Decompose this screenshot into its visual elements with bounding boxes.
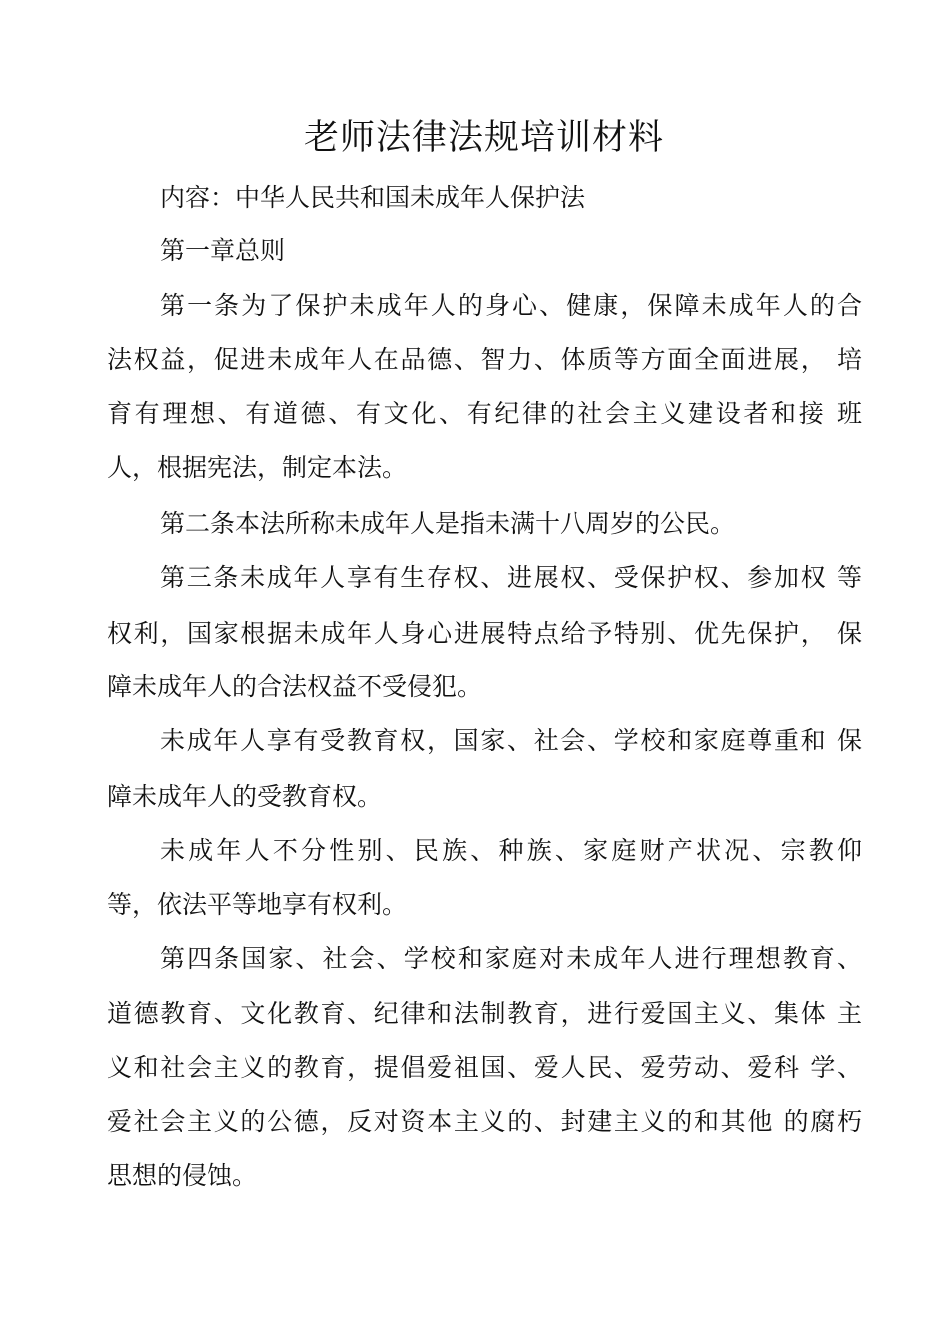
paragraph-equality-line-2: 等，依法平等地享有权利。	[107, 890, 408, 919]
article-1-line-3: 育有理想、有道德、有文化、有纪律的社会主义建设者和接 班	[107, 399, 862, 428]
paragraph-education-line-1: 未成年人享有受教育权，国家、社会、学校和家庭尊重和 保	[160, 726, 862, 755]
document-title: 老师法律法规培训材料	[303, 118, 664, 158]
article-3-line-3: 障未成年人的合法权益不受侵犯。	[107, 672, 483, 701]
chapter-heading: 第一章总则	[160, 236, 286, 265]
article-4-line-2: 道德教育、文化教育、纪律和法制教育，进行爱国主义、集体 主	[107, 999, 862, 1028]
article-4-line-4: 爱社会主义的公德，反对资本主义的、封建主义的和其他 的腐朽	[107, 1107, 862, 1136]
article-3-line-1: 第三条未成年人享有生存权、进展权、受保护权、参加权 等	[160, 563, 862, 592]
paragraph-equality-line-1: 未成年人不分性别、民族、种族、家庭财产状况、宗教仰	[160, 836, 862, 865]
article-4-line-1: 第四条国家、社会、学校和家庭对未成年人进行理想教育、	[160, 944, 862, 973]
article-1-line-4: 人，根据宪法，制定本法。	[107, 453, 408, 482]
content-line: 内容：中华人民共和国未成年人保护法	[160, 183, 586, 212]
article-3-line-2: 权利，国家根据未成年人身心进展特点给予特别、优先保护， 保	[107, 619, 862, 648]
paragraph-education-line-2: 障未成年人的受教育权。	[107, 782, 383, 811]
article-1-line-1: 第一条为了保护未成年人的身心、健康，保障未成年人的合	[160, 291, 862, 320]
article-1-line-2: 法权益，促进未成年人在品德、智力、体质等方面全面进展， 培	[107, 345, 862, 374]
article-4-line-3: 义和社会主义的教育，提倡爱祖国、爱人民、爱劳动、爱科 学、	[107, 1053, 862, 1082]
article-2-line-1: 第二条本法所称未成年人是指未满十八周岁的公民。	[160, 509, 736, 538]
article-4-line-5: 思想的侵蚀。	[107, 1161, 258, 1190]
